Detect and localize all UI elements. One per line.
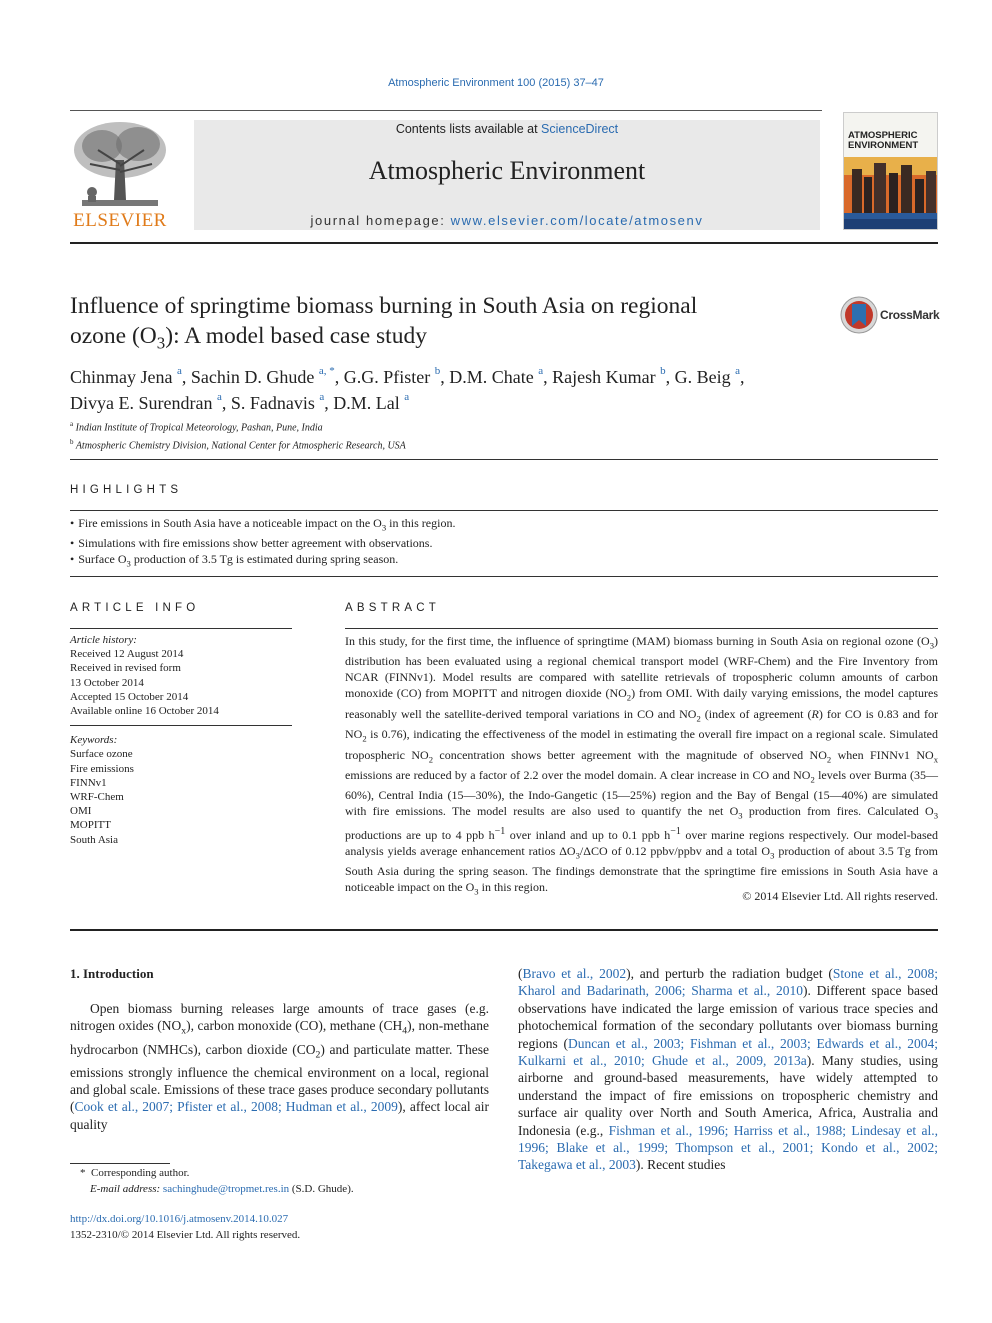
reference-link[interactable]: Fishman et al., 1996; Harriss et al., 1988; Lindesay et al., 1996; Blake et al., 1999; Thompson et al., 2001; Kondo et al., 2002; Takegawa et al., 2003 bbox=[518, 1122, 938, 1173]
article-info-heading: ARTICLE INFO bbox=[70, 602, 200, 614]
author-name[interactable]: Chinmay Jena bbox=[70, 367, 173, 387]
abstract-bottom-divider bbox=[70, 929, 938, 931]
author-affiliation-mark[interactable]: a bbox=[176, 365, 182, 377]
header-bottom-divider bbox=[70, 242, 938, 244]
highlights-divider bbox=[70, 510, 938, 511]
highlights-list bbox=[70, 515, 455, 572]
crossmark-icon bbox=[840, 296, 878, 334]
footnotes bbox=[70, 1166, 490, 1197]
author-name[interactable]: Divya E. Surendran bbox=[70, 393, 213, 413]
keyword-item: WRF-Chem bbox=[70, 791, 124, 804]
tree-icon bbox=[68, 120, 172, 212]
author-affiliation-mark[interactable]: b bbox=[660, 365, 666, 377]
reference-link[interactable]: Cook et al., 2007; Pfister et al., 2008; Hudman et al., 2009 bbox=[74, 1099, 398, 1115]
author-affiliation-mark[interactable]: a bbox=[538, 365, 544, 377]
reference-link[interactable]: Stone et al., 2008; Kharol and Badarinath, 2006; Sharma et al., 2010 bbox=[518, 966, 938, 999]
intro-column-left: Open biomass burning releases large amounts of trace gases (e.g. nitrogen oxides $(NO_x)$, carbon monoxide (CO), methane $(CH_4)$, non-methane hydrocarbon (NMHCs), carbon dioxide $(CO_2)$ and particulate matter. These emissions strongly influence the chemical environment on a local, regional and global scale. Emissions of these trace gases produce secondary pollutants (Cook et al., 2007; Pfister et al., 2008; Hudman et al., 2009), affect local air quality bbox=[70, 1001, 489, 1132]
footnote-divider bbox=[70, 1163, 170, 1164]
author-name[interactable]: D.M. Lal bbox=[333, 393, 400, 413]
crossmark-badge[interactable] bbox=[840, 296, 940, 336]
journal-citation[interactable]: Atmospheric Environment 100 (2015) 37–47 bbox=[388, 77, 604, 89]
highlights-bottom-divider bbox=[70, 576, 938, 577]
homepage-line bbox=[194, 213, 820, 228]
author-list: Chinmay Jena $^a$, Sachin D. Ghude $^{a, *}$, G.G. Pfister $^b$, D.M. Chate $^a$, Rajesh Kumar $^b$, G. Beig $^a$, Divya E. Surendran $^a$, S. Fadnavis $^a$, D.M. Lal $^a$ bbox=[70, 365, 745, 413]
highlights-heading: HIGHLIGHTS bbox=[70, 484, 183, 496]
article-info-divider bbox=[70, 628, 292, 629]
affiliations bbox=[70, 417, 406, 454]
reference-link[interactable]: Bravo et al., 2002 bbox=[522, 966, 627, 981]
journal-title: Atmospheric Environment bbox=[368, 156, 646, 185]
affiliation-item: $^a$ Indian Institute of Tropical Meteorology, Pashan, Pune, India bbox=[70, 420, 323, 434]
header-divider bbox=[70, 110, 822, 111]
contents-line bbox=[194, 122, 820, 136]
reference-link[interactable]: Duncan et al., 2003; Fishman et al., 2003; Edwards et al., 2004; Kulkarni et al., 2010; Ghude et al., 2009, 2013a bbox=[518, 1035, 938, 1069]
cover-title: ATMOSPHERIC ENVIRONMENT bbox=[848, 130, 919, 151]
sciencedirect-link[interactable]: ScienceDirect bbox=[541, 122, 619, 136]
author-name[interactable]: Rajesh Kumar bbox=[552, 367, 656, 387]
author-name[interactable]: S. Fadnavis bbox=[230, 393, 315, 413]
abstract-divider bbox=[345, 628, 938, 629]
homepage-prefix: journal homepage: bbox=[310, 213, 451, 228]
article-info bbox=[70, 633, 292, 847]
corresponding-author-note: * Corresponding author. bbox=[80, 1167, 190, 1179]
email-link[interactable]: sachinghude@tropmet.res.in bbox=[162, 1182, 290, 1195]
email-note: E-mail address: sachinghude@tropmet.res.in (S.D. Ghude). bbox=[90, 1182, 354, 1195]
author-affiliation-mark[interactable]: a bbox=[319, 391, 325, 403]
author-affiliation-mark[interactable]: a bbox=[216, 391, 222, 403]
journal-cover[interactable] bbox=[843, 112, 938, 230]
keyword-item: South Asia bbox=[70, 833, 118, 846]
keyword-item: Fire emissions bbox=[70, 762, 134, 775]
history-item: Received in revised form bbox=[70, 662, 181, 675]
abstract-copyright: © 2014 Elsevier Ltd. All rights reserved. bbox=[742, 889, 938, 903]
keyword-item: FINNv1 bbox=[70, 776, 107, 789]
author-affiliation-mark[interactable]: a, * bbox=[318, 365, 335, 377]
author-name[interactable]: G. Beig bbox=[674, 367, 731, 387]
history-item: Accepted 15 October 2014 bbox=[70, 690, 189, 703]
author-name[interactable]: Sachin D. Ghude bbox=[190, 367, 315, 387]
abstract-heading: ABSTRACT bbox=[345, 602, 440, 614]
highlight-item: • Fire emissions in South Asia have a noticeable impact on the $O_3$ in this region. bbox=[70, 515, 455, 535]
introduction-heading: 1. Introduction bbox=[70, 966, 154, 981]
elsevier-wordmark: ELSEVIER bbox=[73, 210, 167, 231]
history-label: Article history: bbox=[70, 634, 137, 646]
history-item: 13 October 2014 bbox=[70, 676, 144, 689]
author-name[interactable]: G.G. Pfister bbox=[343, 367, 431, 387]
doi-link[interactable]: http://dx.doi.org/10.1016/j.atmosenv.2014.10.027 bbox=[70, 1213, 289, 1225]
keyword-item: MOPITT bbox=[70, 819, 111, 832]
author-name[interactable]: D.M. Chate bbox=[449, 367, 534, 387]
history-item: Received 12 August 2014 bbox=[70, 648, 184, 661]
keywords-divider bbox=[70, 725, 292, 726]
contents-prefix: Contents lists available at bbox=[395, 122, 542, 136]
article-title: Influence of springtime biomass burning in South Asia on regional ozone $(O_3)$: A model based case study bbox=[70, 293, 698, 353]
author-affiliation-mark[interactable]: a bbox=[404, 391, 410, 403]
affiliation-item: $^b$ Atmospheric Chemistry Division, National Center for Atmospheric Research, USA bbox=[70, 438, 406, 452]
journal-banner bbox=[194, 120, 820, 230]
abstract-body: In this study, for the first time, the influence of springtime (MAM) biomass burning in South Asia on regional ozone $(O_3)$ distribution has been evaluated using a regional chemical transport model (WRF-Chem) and the Fire Inventory from NCAR (FINNv1). Model results are compared with satellite retrievals of tropospheric column amounts of carbon monoxide (CO) from MOPITT and nitrogen dioxide $(NO_2)$ from OMI. With daily varying emissions, the model captures reasonably well the satellite-derived temporal variations in CO and $NO_2$ (index of agreement (R) for CO is 0.83 and for $NO_2$ is 0.76), indicating the effectiveness of the model in estimating the overall fire impact on a regional scale. Simulated tropospheric $NO_2$ concentration shows better agreement with the magnitude of observed $NO_2$ when FINNv1 $NO_x$ emissions are reduced by a factor of 2.2 over the model domain. A clear increase in CO and $NO_2$ levels over Burma (35—60%), Central India (15—30%), the Indo-Gangetic (15—25%) region and the Bay of Bengal (15—40%) are simulated with fire emissions. The model results are also used to quantify the net $O_3$ production from fires. Calculated $O_3$ productions are up to 4 ppb $h^{-1}$ over inland and up to 0.1 ppb $h^{-1}$ over marine regions respectively. Our model-based analysis yields average enhancement ratios $\Delta O_3$/ΔCO of 0.12 ppbv/ppbv and a total $O_3$ production of about 3.5 Tg from South Asia during the spring season. The findings demonstrate that the springtime fire emissions in South Asia have a noticeable impact on the $O_3$ in this region. bbox=[345, 634, 939, 897]
doi-block bbox=[70, 1211, 300, 1243]
keyword-item: Surface ozone bbox=[70, 748, 133, 761]
keywords-label: Keywords: bbox=[70, 734, 118, 747]
crossmark-label: CrossMark bbox=[880, 308, 940, 322]
history-item: Available online 16 October 2014 bbox=[70, 705, 219, 718]
author-affiliation-mark[interactable]: b bbox=[434, 365, 441, 377]
highlight-item: • Surface $O_3$ production of 3.5 Tg is estimated during spring season. bbox=[70, 551, 455, 571]
issn-line: 1352-2310/© 2014 Elsevier Ltd. All rights reserved. bbox=[70, 1229, 301, 1241]
keyword-item: OMI bbox=[70, 805, 92, 818]
elsevier-logo bbox=[68, 120, 172, 232]
author-affiliation-mark[interactable]: a bbox=[735, 365, 741, 377]
section-divider bbox=[70, 459, 938, 460]
intro-column-right: (Bravo et al., 2002), and perturb the radiation budget (Stone et al., 2008; Kharol and Badarinath, 2006; Sharma et al., 2010). Different space based observations have indicated the large emission of various trace species and photochemical formation of the secondary pollutants over biomass burning regions (Duncan et al., 2003; Fishman et al., 2003; Edwards et al., 2004; Kulkarni et al., 2010; Ghude et al., 2009, 2013a). Many studies, using airborne and ground-based measurements, have widely attempted to understand the impact of fire emissions on tropospheric chemistry and surface air quality over North and South America, Africa, Australia and Indonesia (e.g., Fishman et al., 1996; Harriss et al., 1988; Lindesay et al., 1996; Blake et al., 1999; Thompson et al., 2001; Kondo et al., 2002; Takegawa et al., 2003). Recent studies bbox=[518, 966, 938, 1173]
homepage-link[interactable]: www.elsevier.com/locate/atmosenv bbox=[450, 213, 704, 228]
highlight-item: • Simulations with fire emissions show better agreement with observations. bbox=[70, 535, 455, 551]
